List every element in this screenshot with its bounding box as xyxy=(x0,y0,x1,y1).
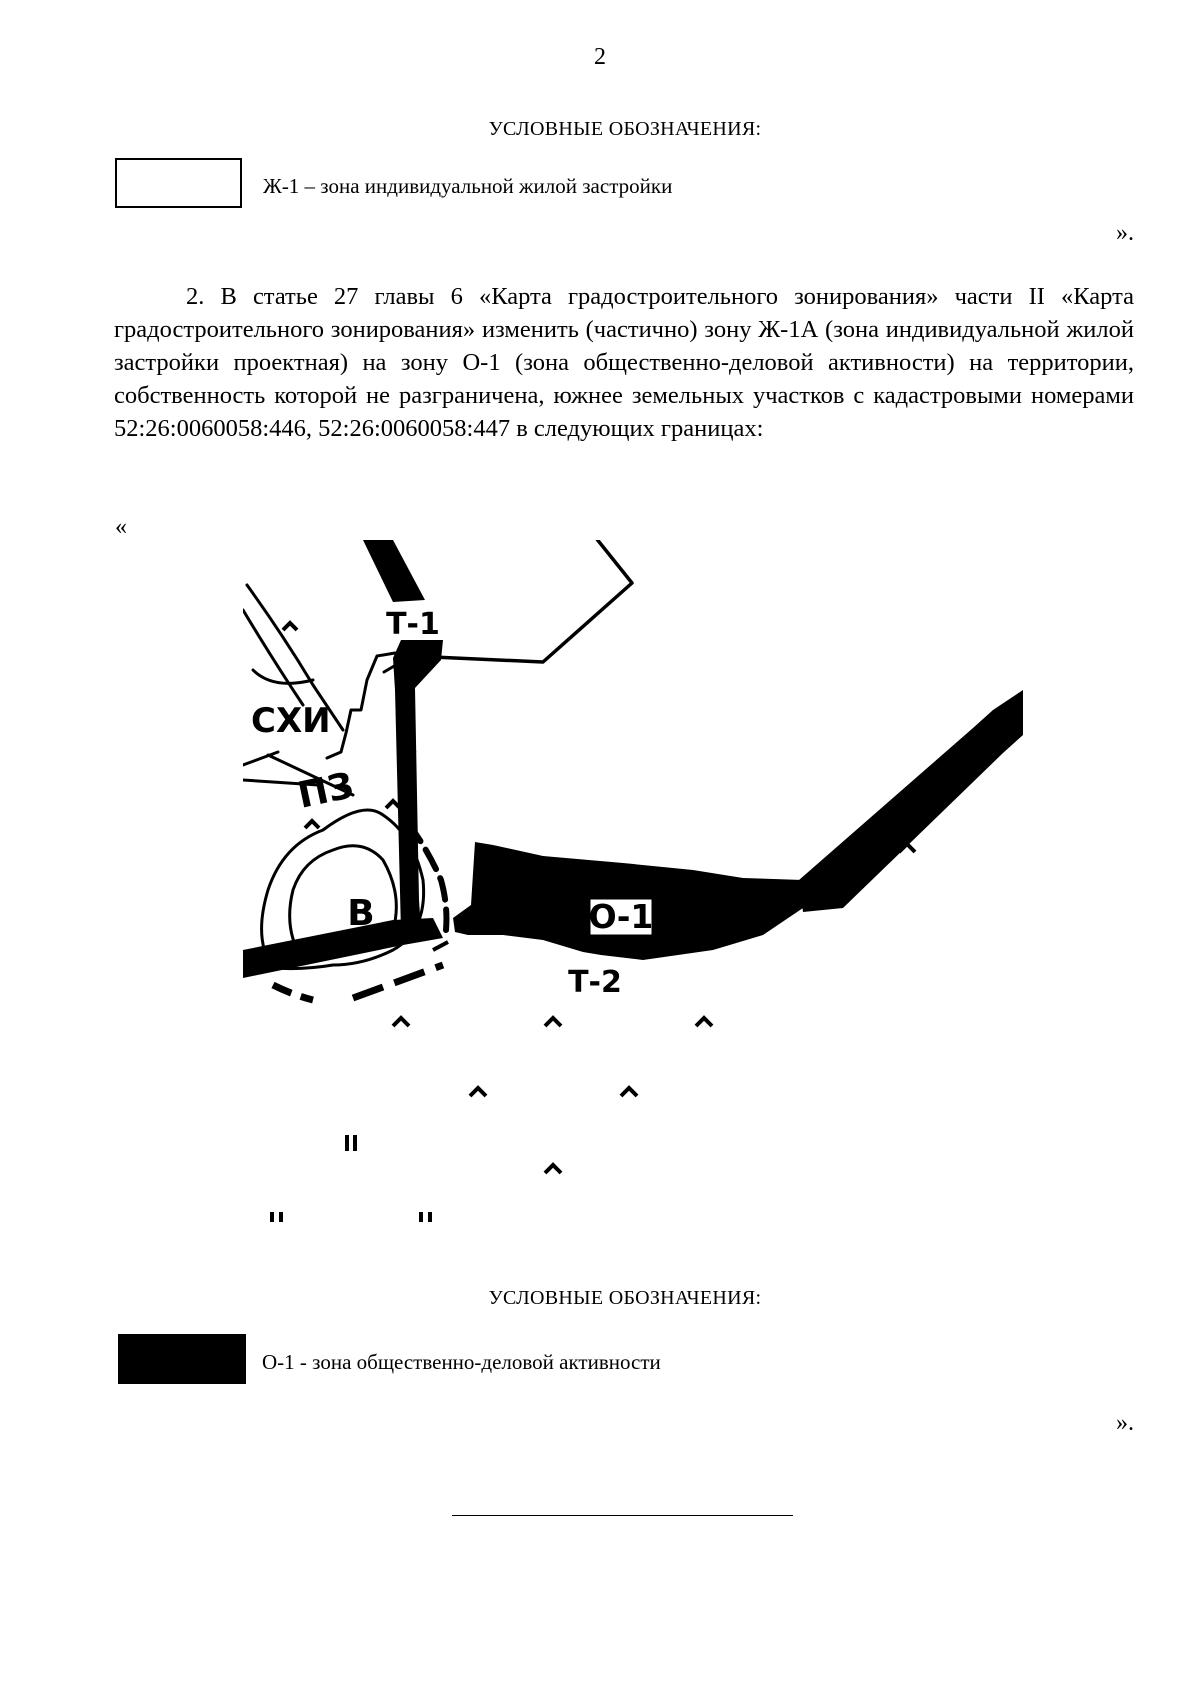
legend-title-bottom: УСЛОВНЫЕ ОБОЗНАЧЕНИЯ: xyxy=(488,1287,762,1309)
zoning-map xyxy=(243,540,1043,1260)
legend-swatch-o1 xyxy=(118,1334,246,1384)
legend-swatch-zh1 xyxy=(115,158,242,208)
closing-rule xyxy=(452,1515,793,1516)
map-label-shi: СХИ xyxy=(251,701,331,741)
map-label-t2: Т-2 xyxy=(568,965,622,1000)
closing-quote-top: ». xyxy=(1116,220,1134,246)
legend-title-top: УСЛОВНЫЕ ОБОЗНАЧЕНИЯ: xyxy=(488,118,762,140)
page-number: 2 xyxy=(594,44,606,70)
map-label-pz: ПЗ xyxy=(294,765,358,817)
opening-quote: « xyxy=(115,514,127,540)
legend-item-zh1: Ж-1 – зона индивидуальной жилой застройки xyxy=(263,174,673,198)
closing-quote-bottom: ». xyxy=(1116,1410,1134,1436)
legend-item-o1: О-1 - зона общественно-деловой активности xyxy=(262,1350,661,1374)
amendment-paragraph: 2. В статье 27 главы 6 «Карта градостроительного зонирования» части II «Карта градостроительного зонирования» изменить (частично) зону Ж-1А (зона индивидуальной жилой застройки проектная) на зону О-1 (зона общественно-деловой активности) на территории, собственность которой не разграничена, южнее земельных участков с кадастровыми номерами 52:26:0060058:446, 52:26:0060058:447 в следующих границах: xyxy=(114,283,1134,442)
map-label-v: В xyxy=(347,893,375,934)
map-label-o1: О-1 xyxy=(588,897,654,936)
map-label-t1: Т-1 xyxy=(386,607,440,642)
